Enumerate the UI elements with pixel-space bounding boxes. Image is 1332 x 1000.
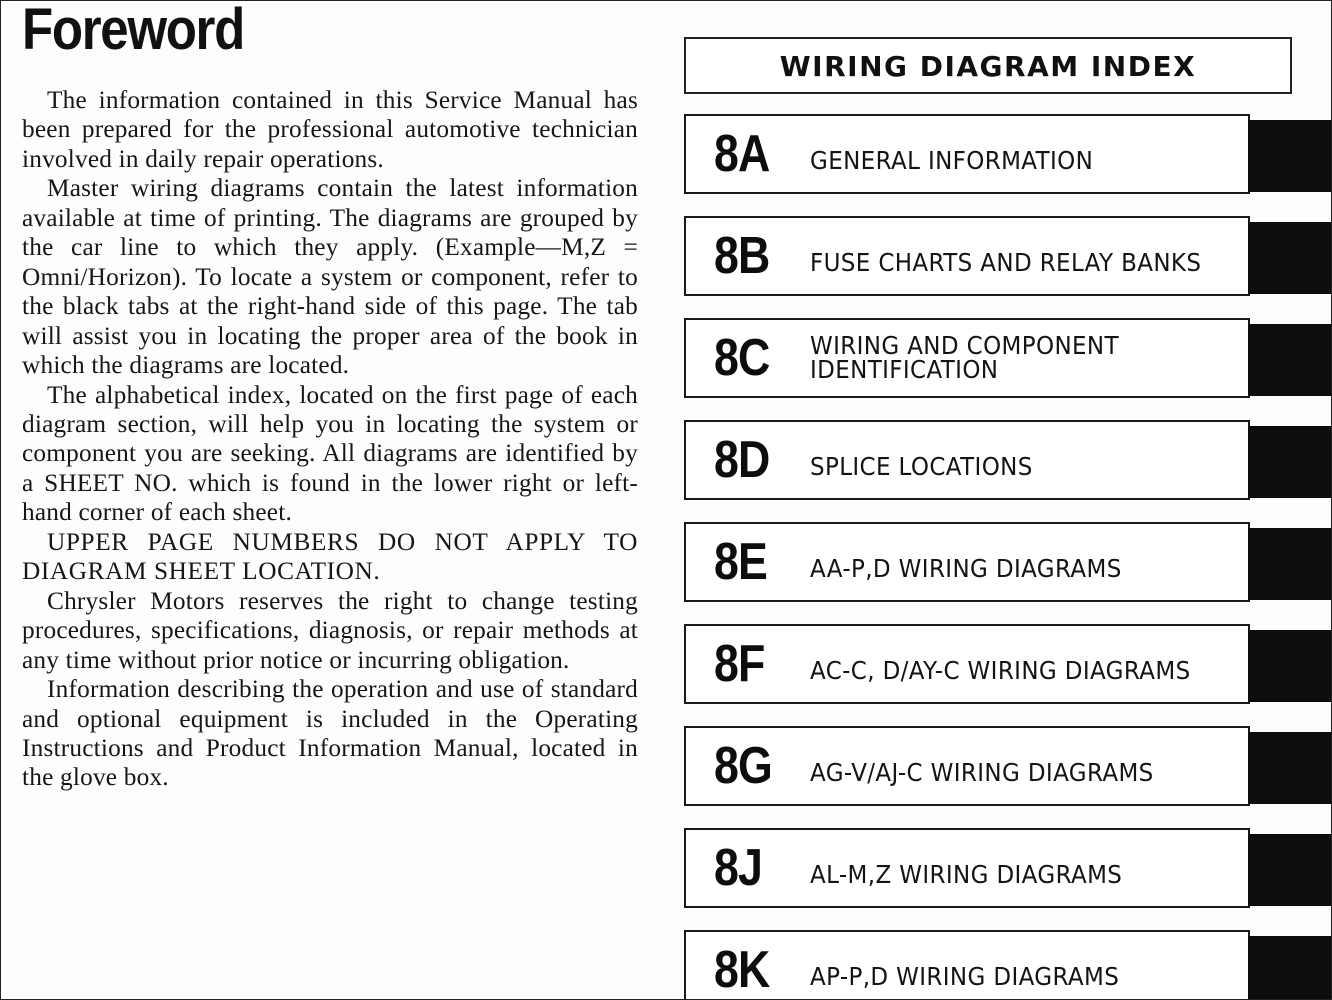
- foreword-paragraph: The information contained in this Service Manual has been prepared for the professional automotive technician involved in daily repair operations.: [22, 86, 638, 173]
- section-code: 8B: [714, 227, 770, 285]
- section-label: AG-V/AJ-C WIRING DIAGRAMS: [810, 758, 1154, 787]
- section-code: 8F: [714, 635, 765, 693]
- black-thumb-tab[interactable]: [1248, 732, 1332, 804]
- section-label: AL-M,Z WIRING DIAGRAMS: [810, 860, 1123, 889]
- section-code: 8A: [714, 125, 770, 183]
- foreword-paragraph: Information describing the operation and use of standard and optional equipment is included in the Operating Instructions and Product Information Manual, located in the glove box.: [22, 675, 638, 792]
- foreword-paragraph: The alphabetical index, located on the first page of each diagram section, will help you in locating the system or component you are seeking. All diagrams are identified by a SHEET NO. which is found in the lower right or left-hand corner of each sheet.: [22, 380, 638, 527]
- index-section-8e[interactable]: [684, 522, 1332, 604]
- index-section-8a[interactable]: [684, 114, 1332, 196]
- index-section-8k[interactable]: [684, 930, 1332, 1000]
- section-code: 8G: [714, 737, 772, 795]
- black-thumb-tab[interactable]: [1248, 834, 1332, 906]
- foreword-paragraph: Master wiring diagrams contain the latest information available at time of printing. The diagrams are grouped by the car line to which they apply. (Example—M,Z = Omni/Horizon). To locate a system or component, refer to the black tabs at the right-hand side of this page. The tab will assist you in locating the proper area of the book in which the diagrams are located.: [22, 174, 638, 380]
- index-section-8j[interactable]: [684, 828, 1332, 910]
- foreword-title: Foreword: [22, 0, 244, 62]
- section-code: 8K: [714, 941, 770, 999]
- section-label: AP-P,D WIRING DIAGRAMS: [810, 962, 1120, 991]
- black-thumb-tab[interactable]: [1248, 324, 1332, 396]
- foreword-paragraph-notice: UPPER PAGE NUMBERS DO NOT APPLY TO DIAGRAM SHEET LOCATION.: [22, 527, 638, 586]
- index-section-8g[interactable]: [684, 726, 1332, 808]
- index-section-8c[interactable]: [684, 318, 1332, 400]
- section-code: 8E: [714, 533, 767, 591]
- black-thumb-tab[interactable]: [1248, 222, 1332, 294]
- index-section-8b[interactable]: [684, 216, 1332, 298]
- section-label: FUSE CHARTS AND RELAY BANKS: [810, 248, 1202, 277]
- foreword-paragraph: Chrysler Motors reserves the right to change testing procedures, specifications, diagnosis, or repair methods at any time without prior notice or incurring obligation.: [22, 586, 638, 674]
- wiring-diagram-index-header: WIRING DIAGRAM INDEX: [684, 37, 1292, 94]
- index-section-8f[interactable]: [684, 624, 1332, 706]
- section-label: AC-C, D/AY-C WIRING DIAGRAMS: [810, 656, 1191, 685]
- section-label: SPLICE LOCATIONS: [810, 452, 1033, 481]
- section-code: 8C: [714, 329, 770, 387]
- index-section-8d[interactable]: [684, 420, 1332, 502]
- section-label: WIRING AND COMPONENT IDENTIFICATION: [810, 331, 1119, 384]
- black-thumb-tab[interactable]: [1248, 426, 1332, 498]
- black-thumb-tab[interactable]: [1248, 528, 1332, 600]
- black-thumb-tab[interactable]: [1248, 630, 1332, 702]
- black-thumb-tab[interactable]: [1248, 120, 1332, 192]
- section-label: GENERAL INFORMATION: [810, 146, 1094, 175]
- section-code: 8J: [714, 839, 763, 897]
- black-thumb-tab[interactable]: [1248, 936, 1332, 1000]
- section-code: 8D: [714, 431, 770, 489]
- section-label: AA-P,D WIRING DIAGRAMS: [810, 554, 1122, 583]
- foreword-text: [22, 86, 638, 793]
